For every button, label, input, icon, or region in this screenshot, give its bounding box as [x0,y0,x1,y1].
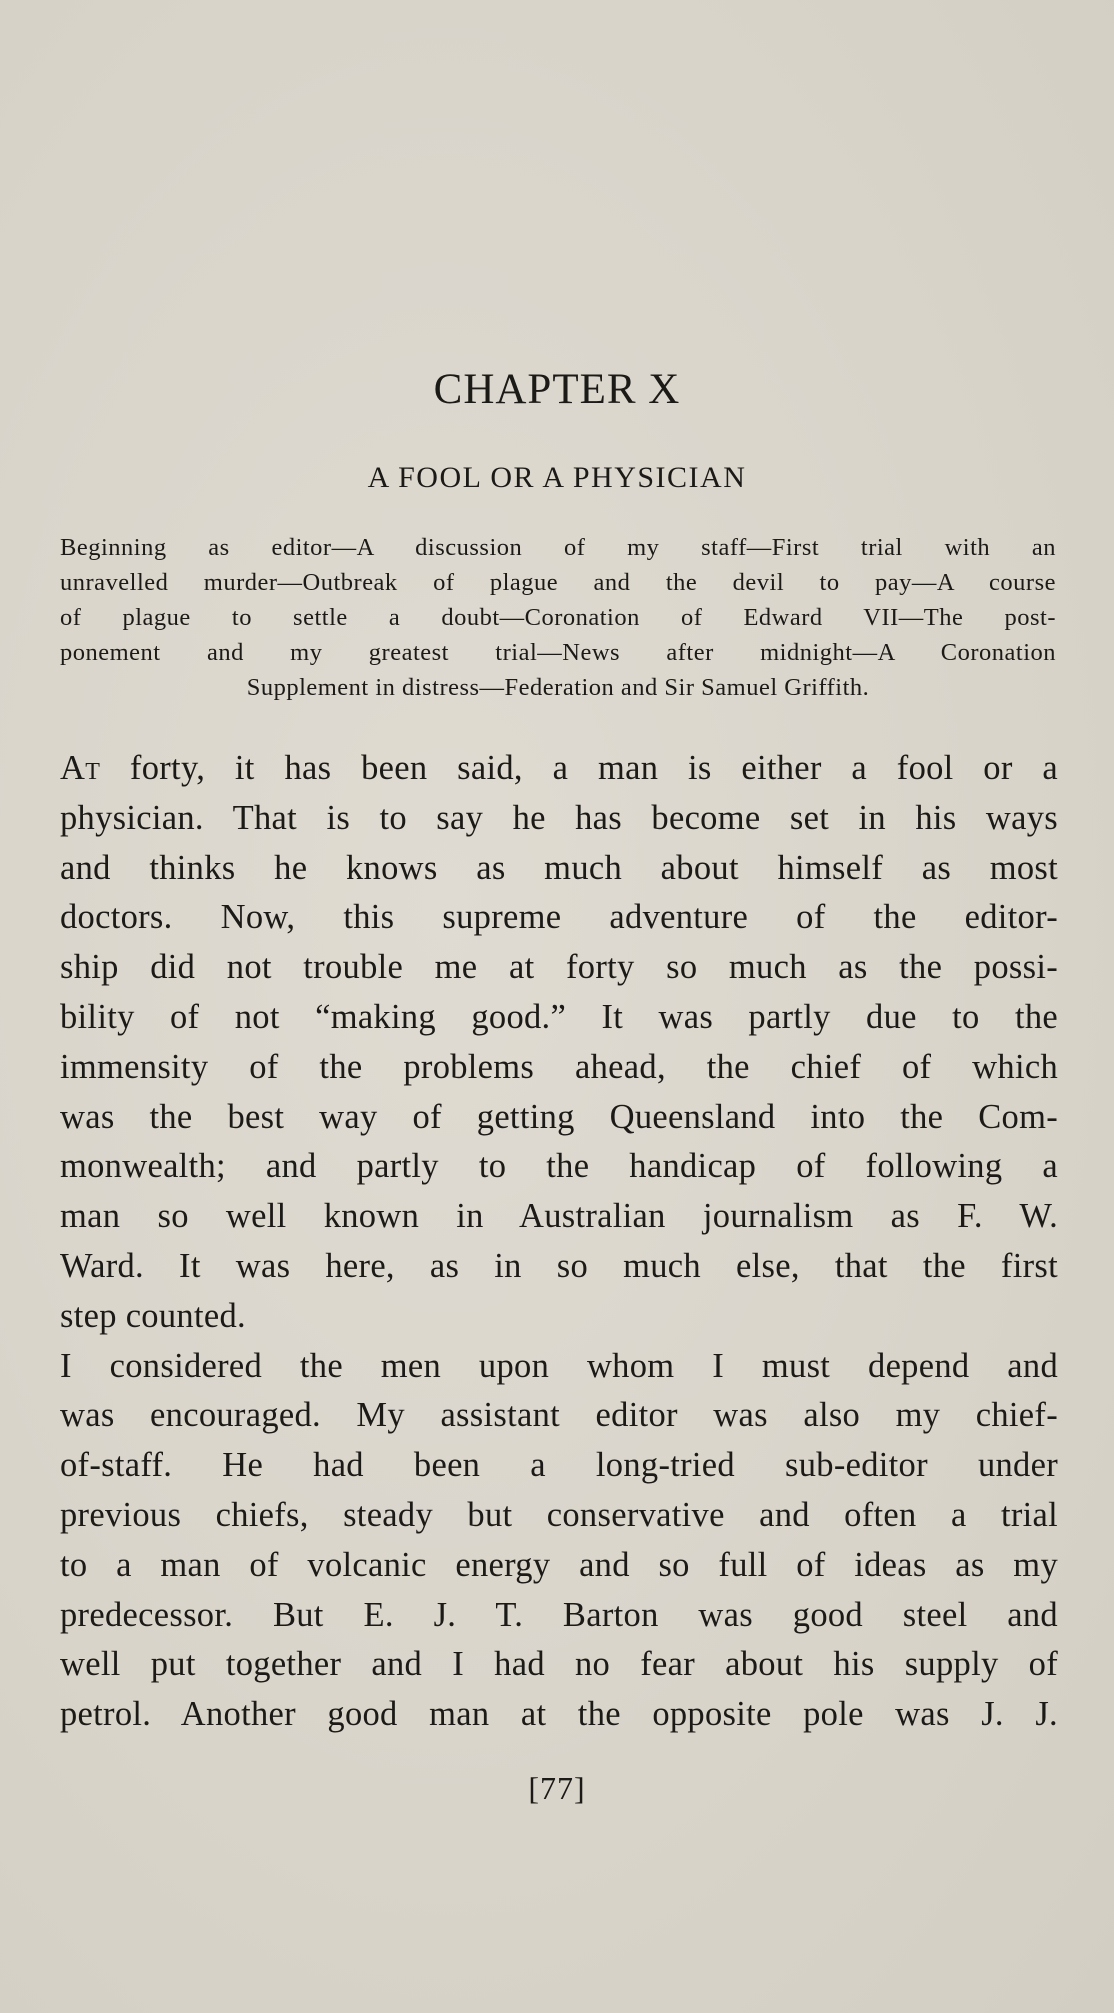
text-line: was encouraged. My assistant editor was also my chief- [60,1396,1058,1435]
text-line: Ward. It was here, as in so much else, that the first [60,1246,1058,1285]
body-text [60,744,1058,1740]
text-line: immensity of the problems ahead, the chief of which [60,1047,1058,1086]
text-line: petrol. Another good man at the opposite pole was J. J. [60,1695,1058,1734]
synopsis-line: unravelled murder—Outbreak of plague and the devil to pay—A course [60,569,1056,596]
paragraph [60,1342,1058,1740]
text-line: ship did not trouble me at forty so much as the possi- [60,948,1058,987]
text-line: man so well known in Australian journalism as F. W. [60,1197,1058,1236]
text-line [60,744,1058,794]
text-line: step counted. [60,1296,246,1335]
chapter-title: CHAPTER X [433,366,681,413]
text-line: predecessor. But E. J. T. Barton was good steel and [60,1595,1058,1634]
text-line: to a man of volcanic energy and so full of ideas as my [60,1545,1058,1584]
synopsis-line: ponement and my greatest trial—News after midnight—A Coronation [60,639,1056,666]
text-line: physician. That is to say he has become set in his ways [60,798,1058,837]
page-number: [77] [528,1770,586,1806]
chapter-subtitle: A FOOL OR A PHYSICIAN [367,461,747,494]
text-line: well put together and I had no fear about his supply of [60,1645,1058,1684]
synopsis-line: Supplement in distress—Federation and Sir Samuel Griffith. [246,674,870,701]
text-line: of-staff. He had been a long-tried sub-editor under [60,1446,1058,1485]
text-line: and thinks he knows as much about himself as most [60,848,1058,887]
synopsis-line: of plague to settle a doubt—Coronation of Edward VII—The post- [60,604,1056,631]
text-line: bility of not “making good.” It was partly due to the [60,997,1058,1036]
text-line: monwealth; and partly to the handicap of following a [60,1147,1058,1186]
opening-word: At [60,749,101,787]
text-line: I considered the men upon whom I must depend and [60,1346,1058,1385]
chapter-synopsis [60,530,1056,705]
text-line: doctors. Now, this supreme adventure of the editor- [60,898,1058,937]
text-line: was the best way of getting Queensland into the Com- [60,1097,1058,1136]
synopsis-line: Beginning as editor—A discussion of my staff—First trial with an [60,534,1056,561]
paragraph [60,744,1058,1342]
text-line: previous chiefs, steady but conservative and often a trial [60,1495,1058,1534]
first-line-rest: forty, it has been said, a man is either a fool or a [100,749,1058,787]
